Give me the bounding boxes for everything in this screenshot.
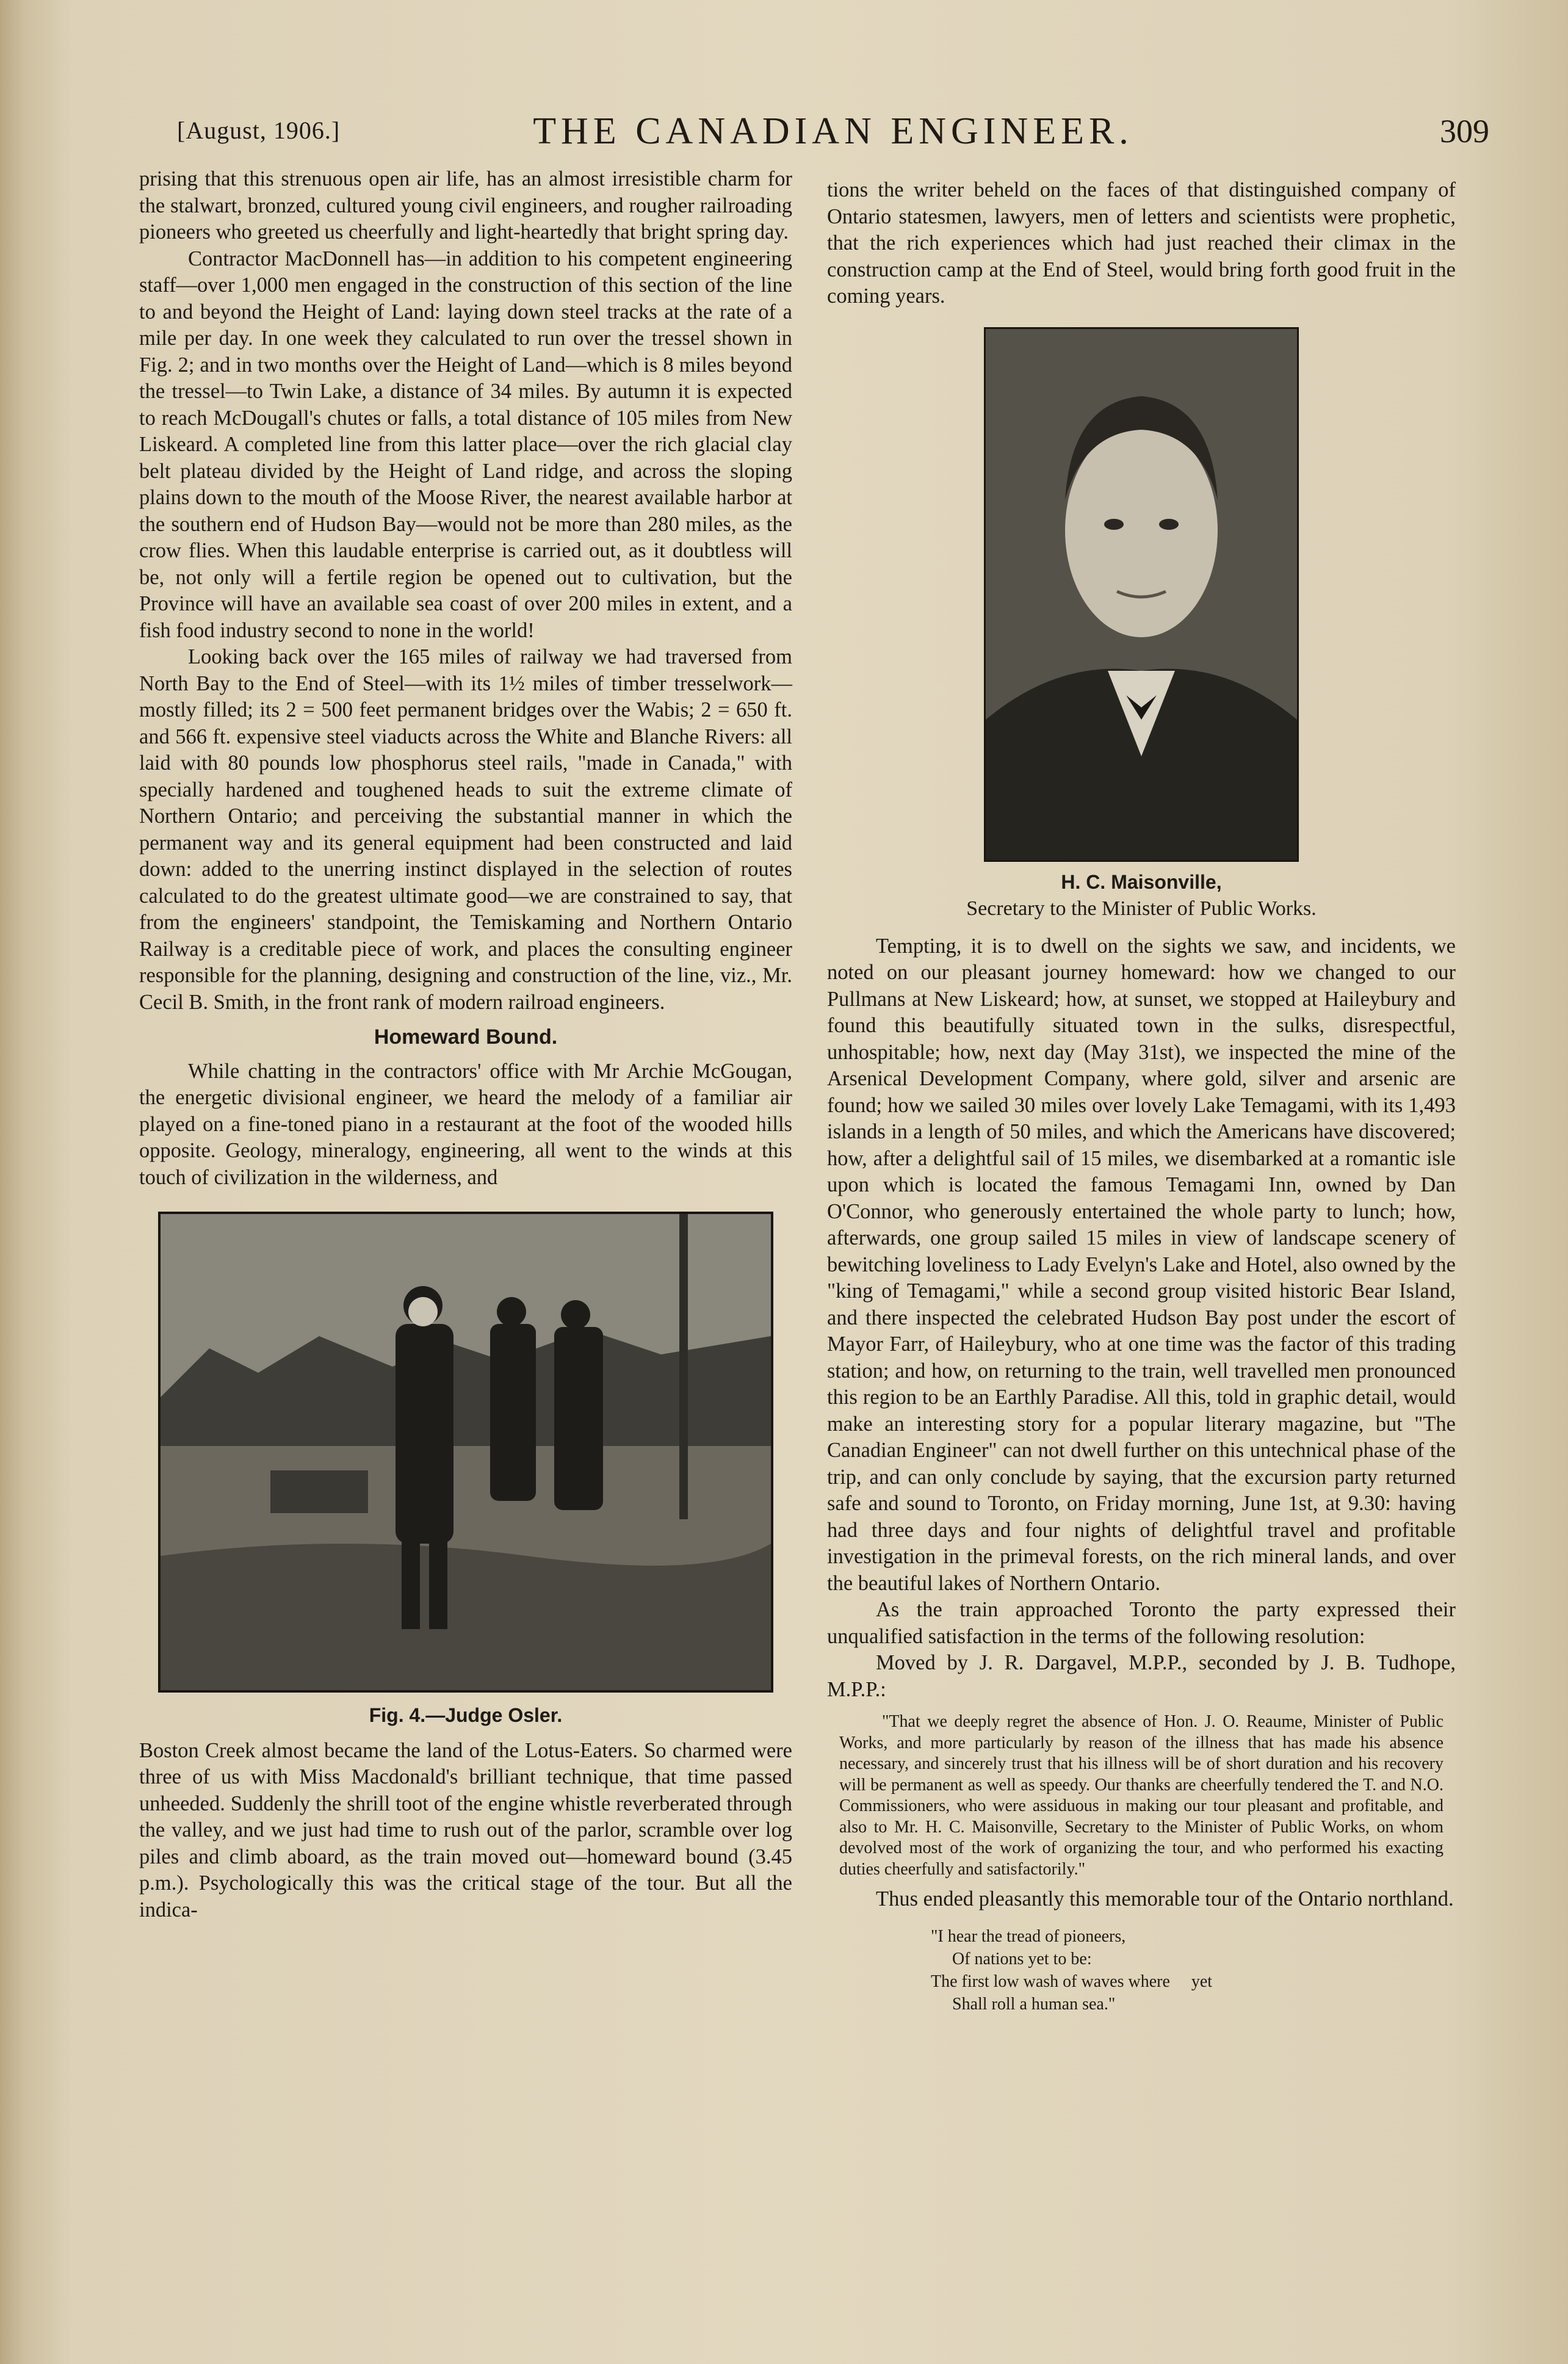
figure-caption: Fig. 4.—Judge Osler. bbox=[369, 1704, 563, 1726]
portrait-photo-maisonville bbox=[984, 327, 1299, 862]
poem-line: The first low wash of waves where yet bbox=[931, 1972, 1213, 1991]
poem-line: "I hear the tread of pioneers, bbox=[931, 1926, 1126, 1946]
photo-scene-image bbox=[161, 1214, 771, 1690]
resolution-block bbox=[827, 1712, 1456, 1880]
right-column bbox=[827, 177, 1456, 2015]
paragraph: Boston Creek almost became the land of the Lotus-Eaters. So charmed were three of us with Miss Macdonald's brilliant technique, that time passed unheeded. Suddenly the shrill toot of the engine whistle reverberated through the valley, and we just had time to rush out of the parlor, scramble over log piles and climb aboard, as the train moved out—homeward bound (3.45 p.m.). Psychologically this was the critical stage of the tour. But all the indica- bbox=[139, 1738, 792, 1921]
paragraph: prising that this strenuous open air life, has an almost irresistible charm for the stalwart, bronzed, cultured young civil engineers, and rougher railroading pioneers who greeted us cheerfully and light-heartedly that bright spring day. bbox=[139, 167, 792, 244]
paragraph: Tempting, it is to dwell on the sights we saw, and incidents, we noted on our pleasant journey homeward: how we changed to our Pullmans at New Liskeard; how, at sunset, we stopped at Haileybury and found this beautifully situated town in the sulks, disrespectful, unhospitable; how, next day (May 31st), we inspected the mine of the Arsenical Development Company, where gold, silver and arsenic are found; how we sailed 30 miles over lovely Lake Temagami, with its 1,493 islands in a length of 50 miles, and which the Americans have discovered; how, after a delightful sail of 15 miles, we disembarked at a romantic isle upon which is located the famous Temagami Inn, owned by Dan O'Connor, who generously entertained the whole party to lunch; how, afterwards, one group sailed 15 miles in view of landscape scenery of bewitching loveliness to Lady Evelyn's Lake and Hotel, also owned by the "king of Temagami," while a second group visited historic Bear Island, and there inspected the celebrated Hudson Bay post under the escort of Mayor Farr, of Haileybury, who at one time was the factor of this trading station; and how, on returning to the train, well travelled men pronounced this region to be an Earthly Paradise. All this, told in graphic detail, would make an interesting story for a popular literary magazine, but "The Canadian Engineer" can not dwell further on this untechnical phase of the trip, and can only conclude by saying, that the excursion party returned safe and sound to Toronto, on Friday morning, June 1st, at 9.30: having had three days and four nights of delightful travel and profitable investigation in the primeval forests, on the rich mineral lands, and over the beautiful lakes of Northern Ontario. bbox=[827, 934, 1456, 1595]
paragraph: As the train approached Toronto the party expressed their unqualified satisfaction in the terms of the following resolution: bbox=[827, 1598, 1456, 1648]
paragraph: tions the writer beheld on the faces of that distinguished company of Ontario statesmen, lawyers, men of letters and scientists were prophetic, that the rich experiences which had just reached their climax in the construction camp at the End of Steel, would bring forth good fruit in the coming years. bbox=[827, 178, 1456, 308]
poem-quote bbox=[827, 1925, 1456, 2015]
header-title: THE CANADIAN ENGINEER. bbox=[533, 110, 1133, 152]
left-column bbox=[139, 166, 792, 1923]
portrait-image bbox=[986, 329, 1297, 860]
portrait-title: Secretary to the Minister of Public Works. bbox=[966, 897, 1317, 920]
header-date: [August, 1906.] bbox=[177, 117, 341, 144]
portrait-name: H. C. Maisonville, bbox=[1061, 870, 1222, 893]
resolution-text: "That we deeply regret the absence of Hon. J. O. Reaume, Minister of Public Works, and more particularly by reason of the illness that has made his absence necessary, and sincerely trust that his illness will be of short duration and his recovery will be permanent as well as speedy. Our thanks are cheerfully tendered the T. and N.O. Commissioners, who were assiduous in making our tour pleasant and profitable, and also to Mr. H. C. Maisonville, Secretary to the Minister of Public Works, on whom devolved most of the work of organizing the tour, and who performed his exacting duties cheerfully and satisfactorily." bbox=[839, 1712, 1443, 1879]
page-header bbox=[177, 110, 1489, 165]
paragraph: Moved by J. R. Dargavel, M.P.P., seconded by J. B. Tudhope, M.P.P.: bbox=[827, 1651, 1456, 1701]
paragraph: Looking back over the 165 miles of railway we had traversed from North Bay to the End of Steel—with its 1½ miles of timber tresselwork—mostly filled; its 2 = 500 feet permanent bridges over the Wabis; 2 = 650 ft. and 566 ft. expensive steel viaducts across the White and Blanche Rivers: all laid with 80 pounds low phosphorus steel rails, "made in Canada," with specially hardened and toughened heads to suit the extreme climate of Northern Ontario; and perceiving the substantial manner in which the permanent way and its general equipment had been constructed and laid down: added to the unerring instinct displayed in the selection of routes calculated to do the greatest ultimate good—we are constrained to say, that from the engineers' standpoint, the Temiskaming and Northern Ontario Railway is a creditable piece of work, and places the consulting engineer responsible for the planning, designing and construction of the line, viz., Mr. Cecil B. Smith, in the front rank of modern railroad engineers. bbox=[139, 645, 792, 1014]
paragraph: Thus ended pleasantly this memorable tour of the Ontario northland. bbox=[876, 1887, 1454, 1910]
paragraph: While chatting in the contractors' office with Mr Archie McGougan, the energetic divisional engineer, we heard the melody of a familiar air played on a fine-toned piano in a restaurant at the foot of the wooded hills opposite. Geology, mineralogy, engineering, all went to the winds at this touch of civilization in the wilderness, and bbox=[139, 1059, 792, 1189]
section-heading: Homeward Bound. bbox=[374, 1025, 558, 1049]
poem-line: Of nations yet to be: bbox=[931, 1949, 1092, 1968]
poem-line: Shall roll a human sea." bbox=[931, 1994, 1116, 2014]
paragraph: Contractor MacDonnell has—in addition to his competent engineering staff—over 1,000 men engaged in the construction of this section of the line to and beyond the Height of Land: laying down steel tracks at the rate of a mile per day. In one week they calculated to run over the tressel shown in Fig. 2; and in two months over the Height of Land—which is 8 miles beyond the tressel—to Twin Lake, a distance of 34 miles. By autumn it is expected to reach McDougall's chutes or falls, a total distance of 105 miles from New Liskeard. A completed line from this latter place—over the rich glacial clay belt plateau divided by the Height of Land ridge, and across the sloping plains down to the mouth of the Moose River, the nearest available harbor at the southern end of Hudson Bay—would not be more than 280 miles, as the crow flies. When this laudable enterprise is carried out, as it doubtless will be, not only will a fertile region be opened out to cultivation, but the Province will have an available sea coast of over 200 miles in extent, and a fish food industry second to none in the world! bbox=[139, 247, 792, 642]
page-number: 309 bbox=[1440, 113, 1489, 150]
figure-photo-judge-osler bbox=[158, 1212, 773, 1693]
